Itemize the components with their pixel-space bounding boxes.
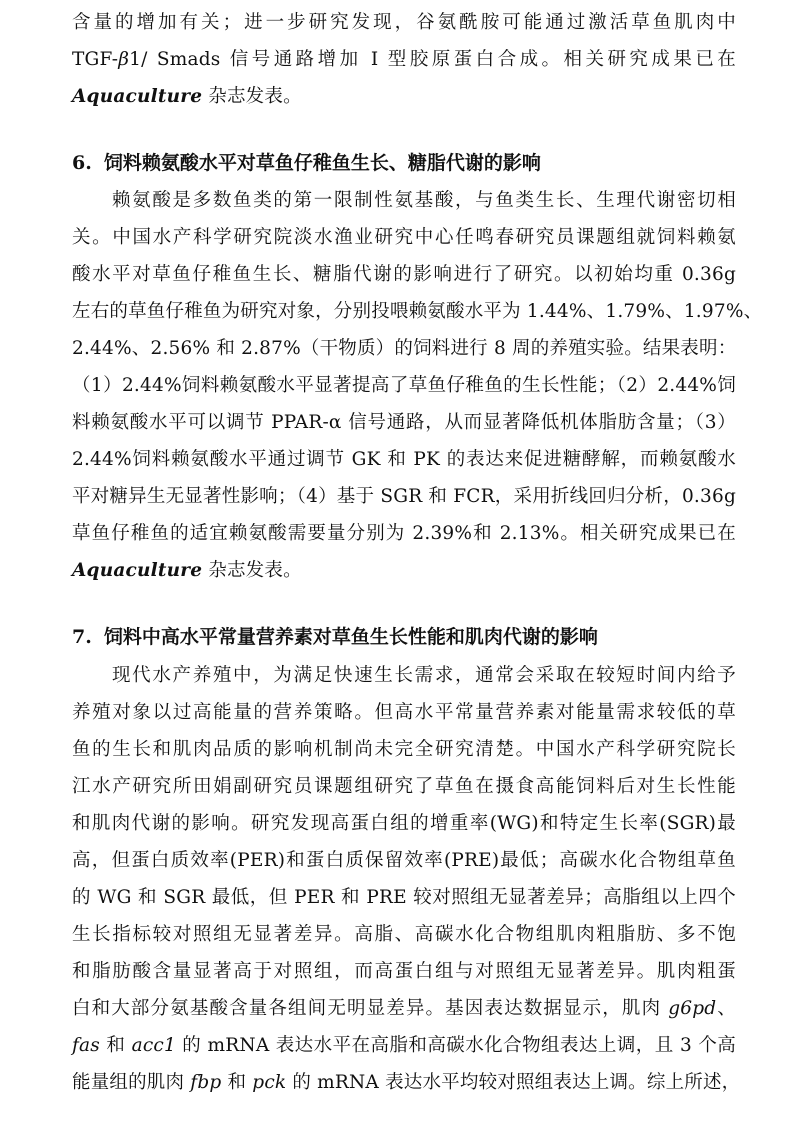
text-segment: 杂志发表。 — [202, 86, 302, 107]
text-segment: （1）2.44%饲料赖氨酸水平显著提高了草鱼仔稚鱼的生长性能；（2）2.44%饲 — [72, 375, 736, 396]
text-line — [72, 991, 736, 1027]
text-segment: 草鱼仔稚鱼的适宜赖氨酸需要量分别为 2.39%和 2.13%。相关研究成果已在 — [72, 523, 736, 544]
text-line — [72, 880, 736, 916]
text-line — [72, 294, 763, 330]
text-segment: 白和大部分氨基酸含量各组间无明显差异。基因表达数据显示，肌肉 — [72, 998, 669, 1019]
text-line — [72, 79, 736, 115]
text-line — [72, 732, 736, 768]
text-line — [72, 843, 736, 879]
text-line — [72, 405, 736, 441]
text-line — [72, 769, 736, 805]
text-line — [72, 695, 736, 731]
text-segment: 和肌肉代谢的影响。研究发现高蛋白组的增重率(WG)和特定生长率(SGR)最 — [72, 813, 736, 834]
styled-text: Aquaculture — [72, 86, 203, 107]
text-segment: 的 WG 和 SGR 最低，但 PER 和 PRE 较对照组无显著差异；高脂组以上四个 — [72, 887, 736, 908]
styled-text: fbp — [190, 1072, 222, 1093]
text-line — [72, 806, 736, 842]
text-line — [72, 220, 736, 256]
styled-text: Aquaculture — [72, 560, 203, 581]
text-line — [72, 553, 736, 589]
text-segment: 的 mRNA 表达水平在高脂和高碳水化合物组表达上调，且 3 个高 — [175, 1035, 736, 1056]
section-number: 7. — [72, 626, 92, 648]
text-segment: 含量的增加有关；进一步研究发现，谷氨酰胺可能通过激活草鱼肌肉中 — [72, 12, 736, 33]
text-line — [72, 42, 736, 78]
text-segment: 2.44%、2.56% 和 2.87%（干物质）的饲料进行 8 周的养殖实验。结果表明： — [72, 338, 737, 359]
text-segment: 、 — [716, 998, 736, 1019]
text-segment: 平对糖异生无显著性影响；（4）基于 SGR 和 FCR，采用折线回归分析，0.36g — [72, 486, 736, 507]
text-segment: 赖氨酸是多数鱼类的第一限制性氨基酸，与鱼类生长、生理代谢密切相 — [112, 190, 736, 211]
text-line — [72, 331, 736, 367]
text-line — [72, 1028, 736, 1064]
text-line — [72, 257, 736, 293]
text-line — [72, 368, 736, 404]
text-segment: 现代水产养殖中，为满足快速生长需求，通常会采取在较短时间内给予 — [112, 665, 736, 686]
text-segment: 鱼的生长和肌肉品质的影响机制尚未完全研究清楚。中国水产科学研究院长 — [72, 739, 736, 760]
text-line — [112, 183, 736, 219]
text-segment: 杂志发表。 — [202, 560, 302, 581]
styled-text: fas — [72, 1035, 100, 1056]
text-segment: 关。中国水产科学研究院淡水渔业研究中心任鸣春研究员课题组就饲料赖氨 — [72, 227, 736, 248]
section-number: 6. — [72, 152, 92, 174]
text-line — [72, 1065, 741, 1101]
styled-text: g6pd — [668, 998, 717, 1019]
section-heading — [72, 145, 541, 181]
text-line — [72, 5, 736, 41]
text-line — [72, 479, 736, 515]
text-segment: 养殖对象以过高能量的营养策略。但高水平常量营养素对能量需求较低的草 — [72, 702, 736, 723]
section-heading — [72, 619, 598, 655]
text-segment: 料赖氨酸水平可以调节 PPAR-α 信号通路，从而显著降低机体脂肪含量；（3） — [72, 412, 736, 433]
text-segment: 生长指标较对照组无显著差异。高脂、高碳水化合物组肌肉粗脂肪、多不饱 — [72, 924, 736, 945]
text-segment: TGF- — [72, 49, 119, 70]
text-line — [72, 917, 736, 953]
text-segment: 酸水平对草鱼仔稚鱼生长、糖脂代谢的影响进行了研究。以初始均重 0.36g — [72, 264, 736, 285]
text-segment: 江水产研究所田娟副研究员课题组研究了草鱼在摄食高能饲料后对生长性能 — [72, 776, 736, 797]
text-segment: 和 — [221, 1072, 253, 1093]
section-title: 饲料中高水平常量营养素对草鱼生长性能和肌肉代谢的影响 — [103, 626, 598, 648]
styled-text: pck — [252, 1072, 287, 1093]
text-segment: 和脂肪酸含量显著高于对照组，而高蛋白组与对照组无显著差异。肌肉粗蛋 — [72, 961, 736, 982]
text-line — [72, 442, 736, 478]
text-line — [72, 516, 736, 552]
section-title: 饲料赖氨酸水平对草鱼仔稚鱼生长、糖脂代谢的影响 — [103, 152, 541, 174]
text-segment: 能量组的肌肉 — [72, 1072, 191, 1093]
text-segment: 2.44%饲料赖氨酸水平通过调节 GK 和 PK 的表达来促进糖酵解，而赖氨酸水 — [72, 449, 736, 470]
styled-text: β — [118, 49, 130, 70]
styled-text: acc1 — [131, 1035, 176, 1056]
text-line — [72, 954, 736, 990]
text-segment: 左右的草鱼仔稚鱼为研究对象，分别投喂赖氨酸水平为 1.44%、1.79%、1.97%、 — [72, 301, 763, 322]
text-segment: 和 — [99, 1035, 132, 1056]
text-segment: 的 mRNA 表达水平均较对照组表达上调。综上所述， — [286, 1072, 741, 1093]
text-line — [112, 658, 736, 694]
text-segment: 高，但蛋白质效率(PER)和蛋白质保留效率(PRE)最低；高碳水化合物组草鱼 — [72, 850, 736, 871]
text-segment: 1/ Smads 信号通路增加 I 型胶原蛋白合成。相关研究成果已在 — [129, 49, 736, 70]
